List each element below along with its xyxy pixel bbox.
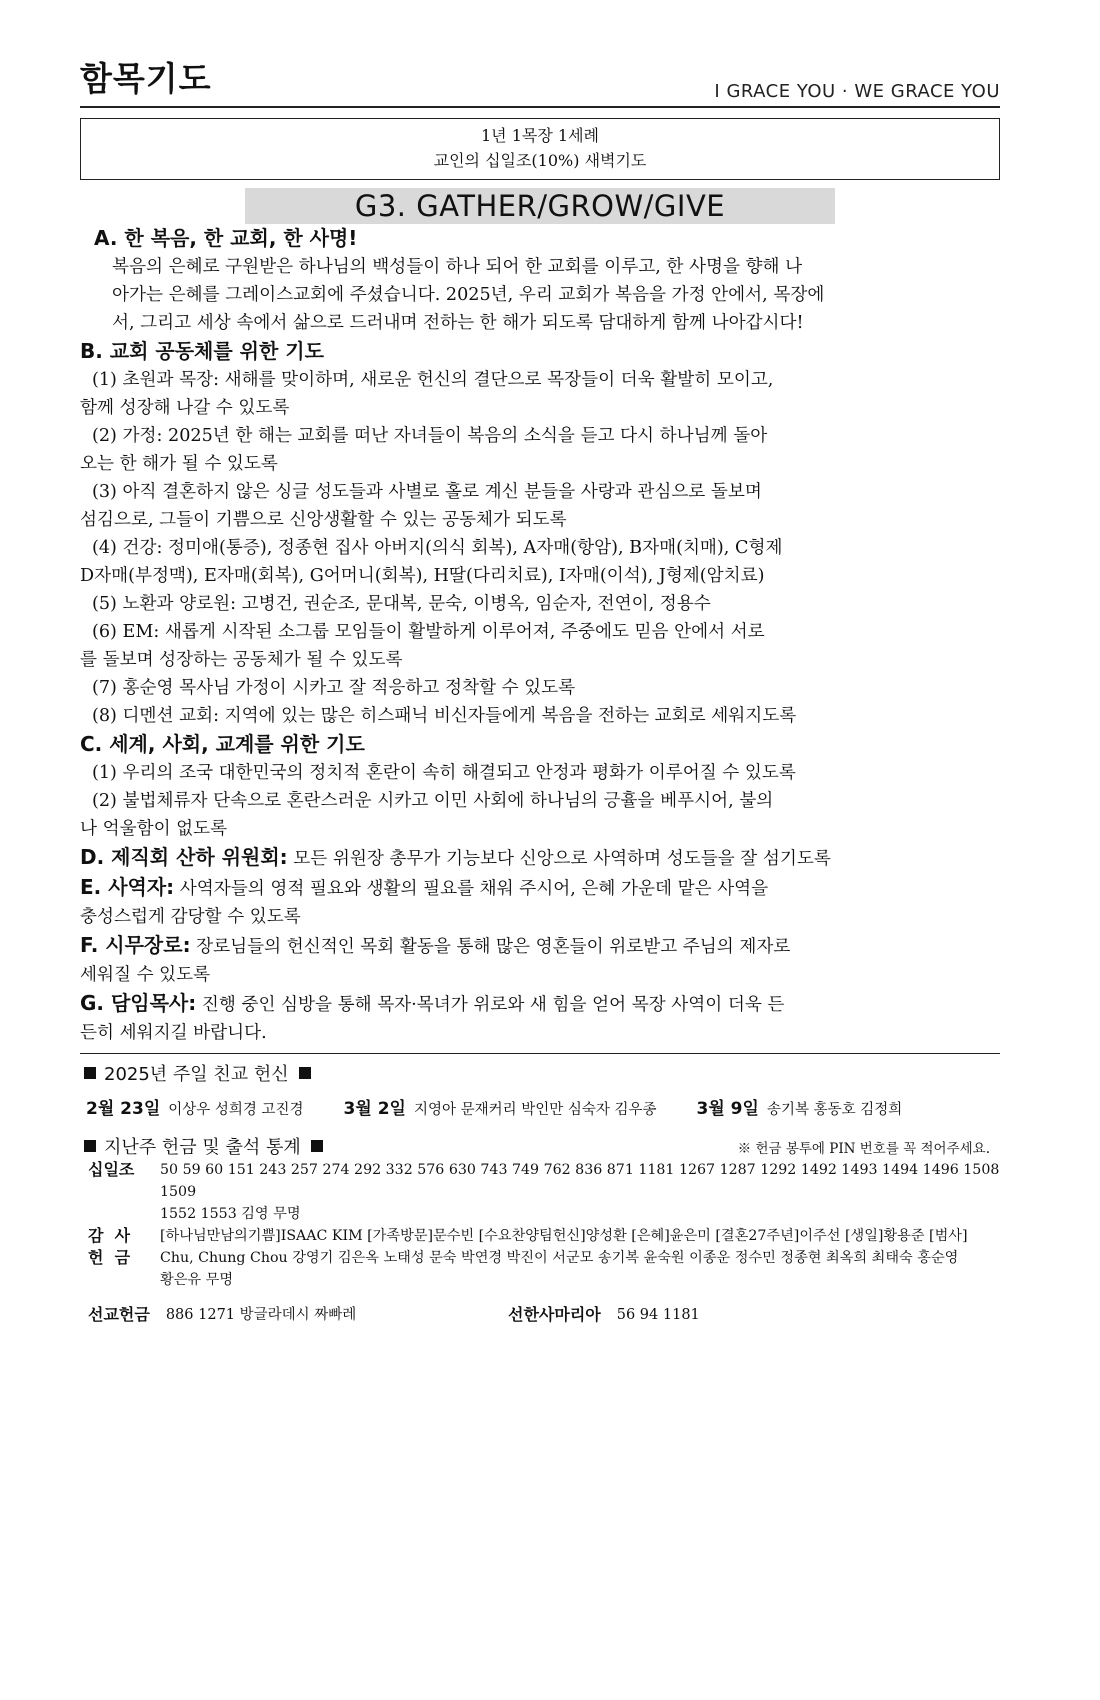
fellowship-date: 2월 23일 [86,1099,161,1119]
tithe-values [160,1159,1000,1225]
section-f-heading: F. 시무장로: [80,933,191,957]
section-e-text: 사역자들의 영적 필요와 생활의 필요를 채워 주시어, 은혜 가운데 맡은 사역을 [174,879,769,899]
section-b-line: 함께 성장해 나갈 수 있도록 [80,398,290,418]
section-a-line: 아가는 은혜를 그레이스교회에 주셨습니다. 2025년, 우리 교회가 복음을 가정 안에서, 목장에 [112,285,825,305]
section-b-heading: B. 교회 공동체를 위한 기도 [80,339,324,363]
section-a-text [80,253,1000,337]
section-c [80,730,1000,843]
section-c-text [80,759,1000,843]
fellowship-names: 이상우 성희경 고진경 [168,1102,304,1118]
thanks-label: 감 사 [88,1226,131,1245]
square-bullet-icon [84,1140,96,1152]
section-a-heading: A. 한 복음, 한 교회, 한 사명! [94,226,358,250]
offering-header [80,1133,1000,1159]
fellowship-date: 3월 9일 [696,1099,759,1119]
square-bullet-icon [84,1067,96,1079]
section-d-text: 모든 위원장 총무가 기능보다 신앙으로 사역하며 성도들을 잘 섬기도록 [287,849,831,869]
section-b-line: (7) 홍순영 목사님 가정이 시카고 잘 적응하고 정착할 수 있도록 [92,678,576,698]
page-header [80,60,1000,108]
section-a-line: 서, 그리고 세상 속에서 삶으로 드러내며 전하는 한 해가 되도록 담대하게 함께 나아갑시다! [112,313,804,333]
tithe-line: 1552 1553 김영 무명 [160,1206,301,1222]
section-c-line: (1) 우리의 조국 대한민국의 정치적 혼란이 속히 해결되고 안정과 평화가 이루어질 수 있도록 [92,763,796,783]
fellowship-heading-text: 2025년 주일 친교 헌신 [104,1064,289,1085]
section-b-text [80,366,1000,730]
section-e-heading: E. 사역자: [80,875,175,899]
section-b-line: (4) 건강: 정미애(통증), 정종현 집사 아버지(의식 회복), A자매(항암), B자매(치매), C형제 [92,538,783,558]
square-bullet-icon [299,1067,311,1079]
section-b-line: 섬김으로, 그들이 기쁨으로 신앙생활할 수 있는 공동체가 되도록 [80,510,567,530]
gift-row [80,1247,1000,1291]
fellowship-slot [344,1096,657,1123]
section-c-line: 나 억울함이 없도록 [80,819,228,839]
section-b-line: 를 돌보며 성장하는 공동체가 될 수 있도록 [80,650,403,670]
thanks-values: [하나님만남의기쁨]ISAAC KIM [가족방문]문수빈 [수요찬양팀헌신]양성환 [은혜]윤은미 [결혼27주년]이주선 [생일]황용준 [범사] [160,1228,968,1244]
mission-label: 선교헌금 [88,1305,150,1324]
mission-offering [88,1303,508,1327]
section-f [80,931,1000,989]
tithe-row [80,1159,1000,1225]
section-b-line: (6) EM: 새롭게 시작된 소그룹 모임들이 활발하게 이루어져, 주중에도 믿음 안에서 서로 [92,622,765,642]
fellowship-heading [80,1062,1000,1088]
tithe-label: 십일조 [88,1160,135,1179]
thanks-row [80,1225,1000,1247]
section-b-line: (2) 가정: 2025년 한 해는 교회를 떠난 자녀들이 복음의 소식을 듣고 다시 하나님께 돌아 [92,426,768,446]
section-a [80,224,1000,337]
gift-values [160,1247,1000,1291]
section-g-text-cont: 든히 세워지길 바랍니다. [80,1023,267,1043]
gift-line: 황은유 무명 [160,1272,234,1288]
tithe-line: 50 59 60 151 243 257 274 292 332 576 630 743 749 762 836 871 1181 1267 1287 1292 1492 1493 1494 1496 1508 1509 [160,1162,1000,1200]
bulletin-page [80,60,1000,1327]
fellowship-slot [86,1096,304,1123]
section-a-line: 복음의 은혜로 구원받은 하나님의 백성들이 하나 되어 한 교회를 이루고, 한 사명을 향해 나 [112,257,803,277]
samaria-value: 56 94 1181 [616,1307,700,1323]
section-d-heading: D. 제직회 산하 위원회: [80,845,288,869]
section-b-line: (5) 노환과 양로원: 고병건, 권순조, 문대복, 문숙, 이병옥, 임순자, 전연이, 정용수 [92,594,711,614]
gift-line: Chu, Chung Chou 강영기 김은옥 노태성 문숙 박연경 박진이 서군모 송기복 윤숙원 이종운 정수민 정종현 최옥희 최태숙 홍순영 [160,1250,959,1266]
motto-line-1: 1년 1목장 1세례 [481,126,599,145]
fellowship-date: 3월 2일 [343,1099,406,1119]
samaria-offering [508,1303,928,1327]
section-d [80,843,1000,873]
samaria-label: 선한사마리아 [508,1305,601,1324]
section-g-text: 진행 중인 심방을 통해 목자·목녀가 위로와 새 힘을 얻어 목장 사역이 더욱 든 [196,995,785,1015]
offering-heading [80,1133,331,1159]
section-f-text-cont: 세워질 수 있도록 [80,965,211,985]
section-b-line: (1) 초원과 목장: 새해를 맞이하며, 새로운 헌신의 결단으로 목장들이 더욱 활발히 모이고, [92,370,774,390]
section-c-line: (2) 불법체류자 단속으로 혼란스러운 시카고 이민 사회에 하나님의 긍휼을 베푸시어, 불의 [92,791,774,811]
fellowship-names: 송기복 홍동호 김정희 [766,1102,903,1118]
section-e [80,873,1000,931]
pin-note: ※ 헌금 봉투에 PIN 번호를 꼭 적어주세요. [737,1141,990,1157]
page-title: 함목기도 [80,59,212,98]
church-tagline: I GRACE YOU · WE GRACE YOU [714,81,1000,102]
section-b-line: 오는 한 해가 될 수 있도록 [80,454,278,474]
square-bullet-icon [311,1140,323,1152]
motto-line-2: 교인의 십일조(10%) 새벽기도 [433,151,647,170]
gift-label: 헌 금 [88,1248,131,1267]
section-b-line: D자매(부정맥), E자매(회복), G어머니(회복), H딸(다리치료), I자매(이석), J형제(암치료) [80,566,765,586]
divider [80,1053,1000,1054]
mission-row [80,1303,1000,1327]
section-b [80,337,1000,730]
offering-heading-text: 지난주 헌금 및 출석 통계 [104,1137,301,1158]
fellowship-names: 지영아 문재커리 박인만 심숙자 김우종 [413,1102,657,1118]
g3-banner: G3. GATHER/GROW/GIVE [245,188,835,224]
fellowship-schedule [80,1096,1000,1123]
section-c-heading: C. 세계, 사회, 교계를 위한 기도 [80,732,365,756]
section-g [80,989,1000,1047]
section-b-line: (3) 아직 결혼하지 않은 싱글 성도들과 사별로 홀로 계신 분들을 사랑과 관심으로 돌보며 [92,482,762,502]
section-b-line: (8) 디멘션 교회: 지역에 있는 많은 히스패닉 비신자들에게 복음을 전하는 교회로 세워지도록 [92,706,797,726]
mission-value: 886 1271 방글라데시 짜빠레 [165,1307,357,1323]
fellowship-slot [697,1096,903,1123]
motto-box [80,118,1000,180]
section-f-text: 장로님들의 헌신적인 목회 활동을 통해 많은 영혼들이 위로받고 주님의 제자로 [190,937,791,957]
section-e-text-cont: 충성스럽게 감당할 수 있도록 [80,907,301,927]
section-g-heading: G. 담임목사: [80,991,197,1015]
